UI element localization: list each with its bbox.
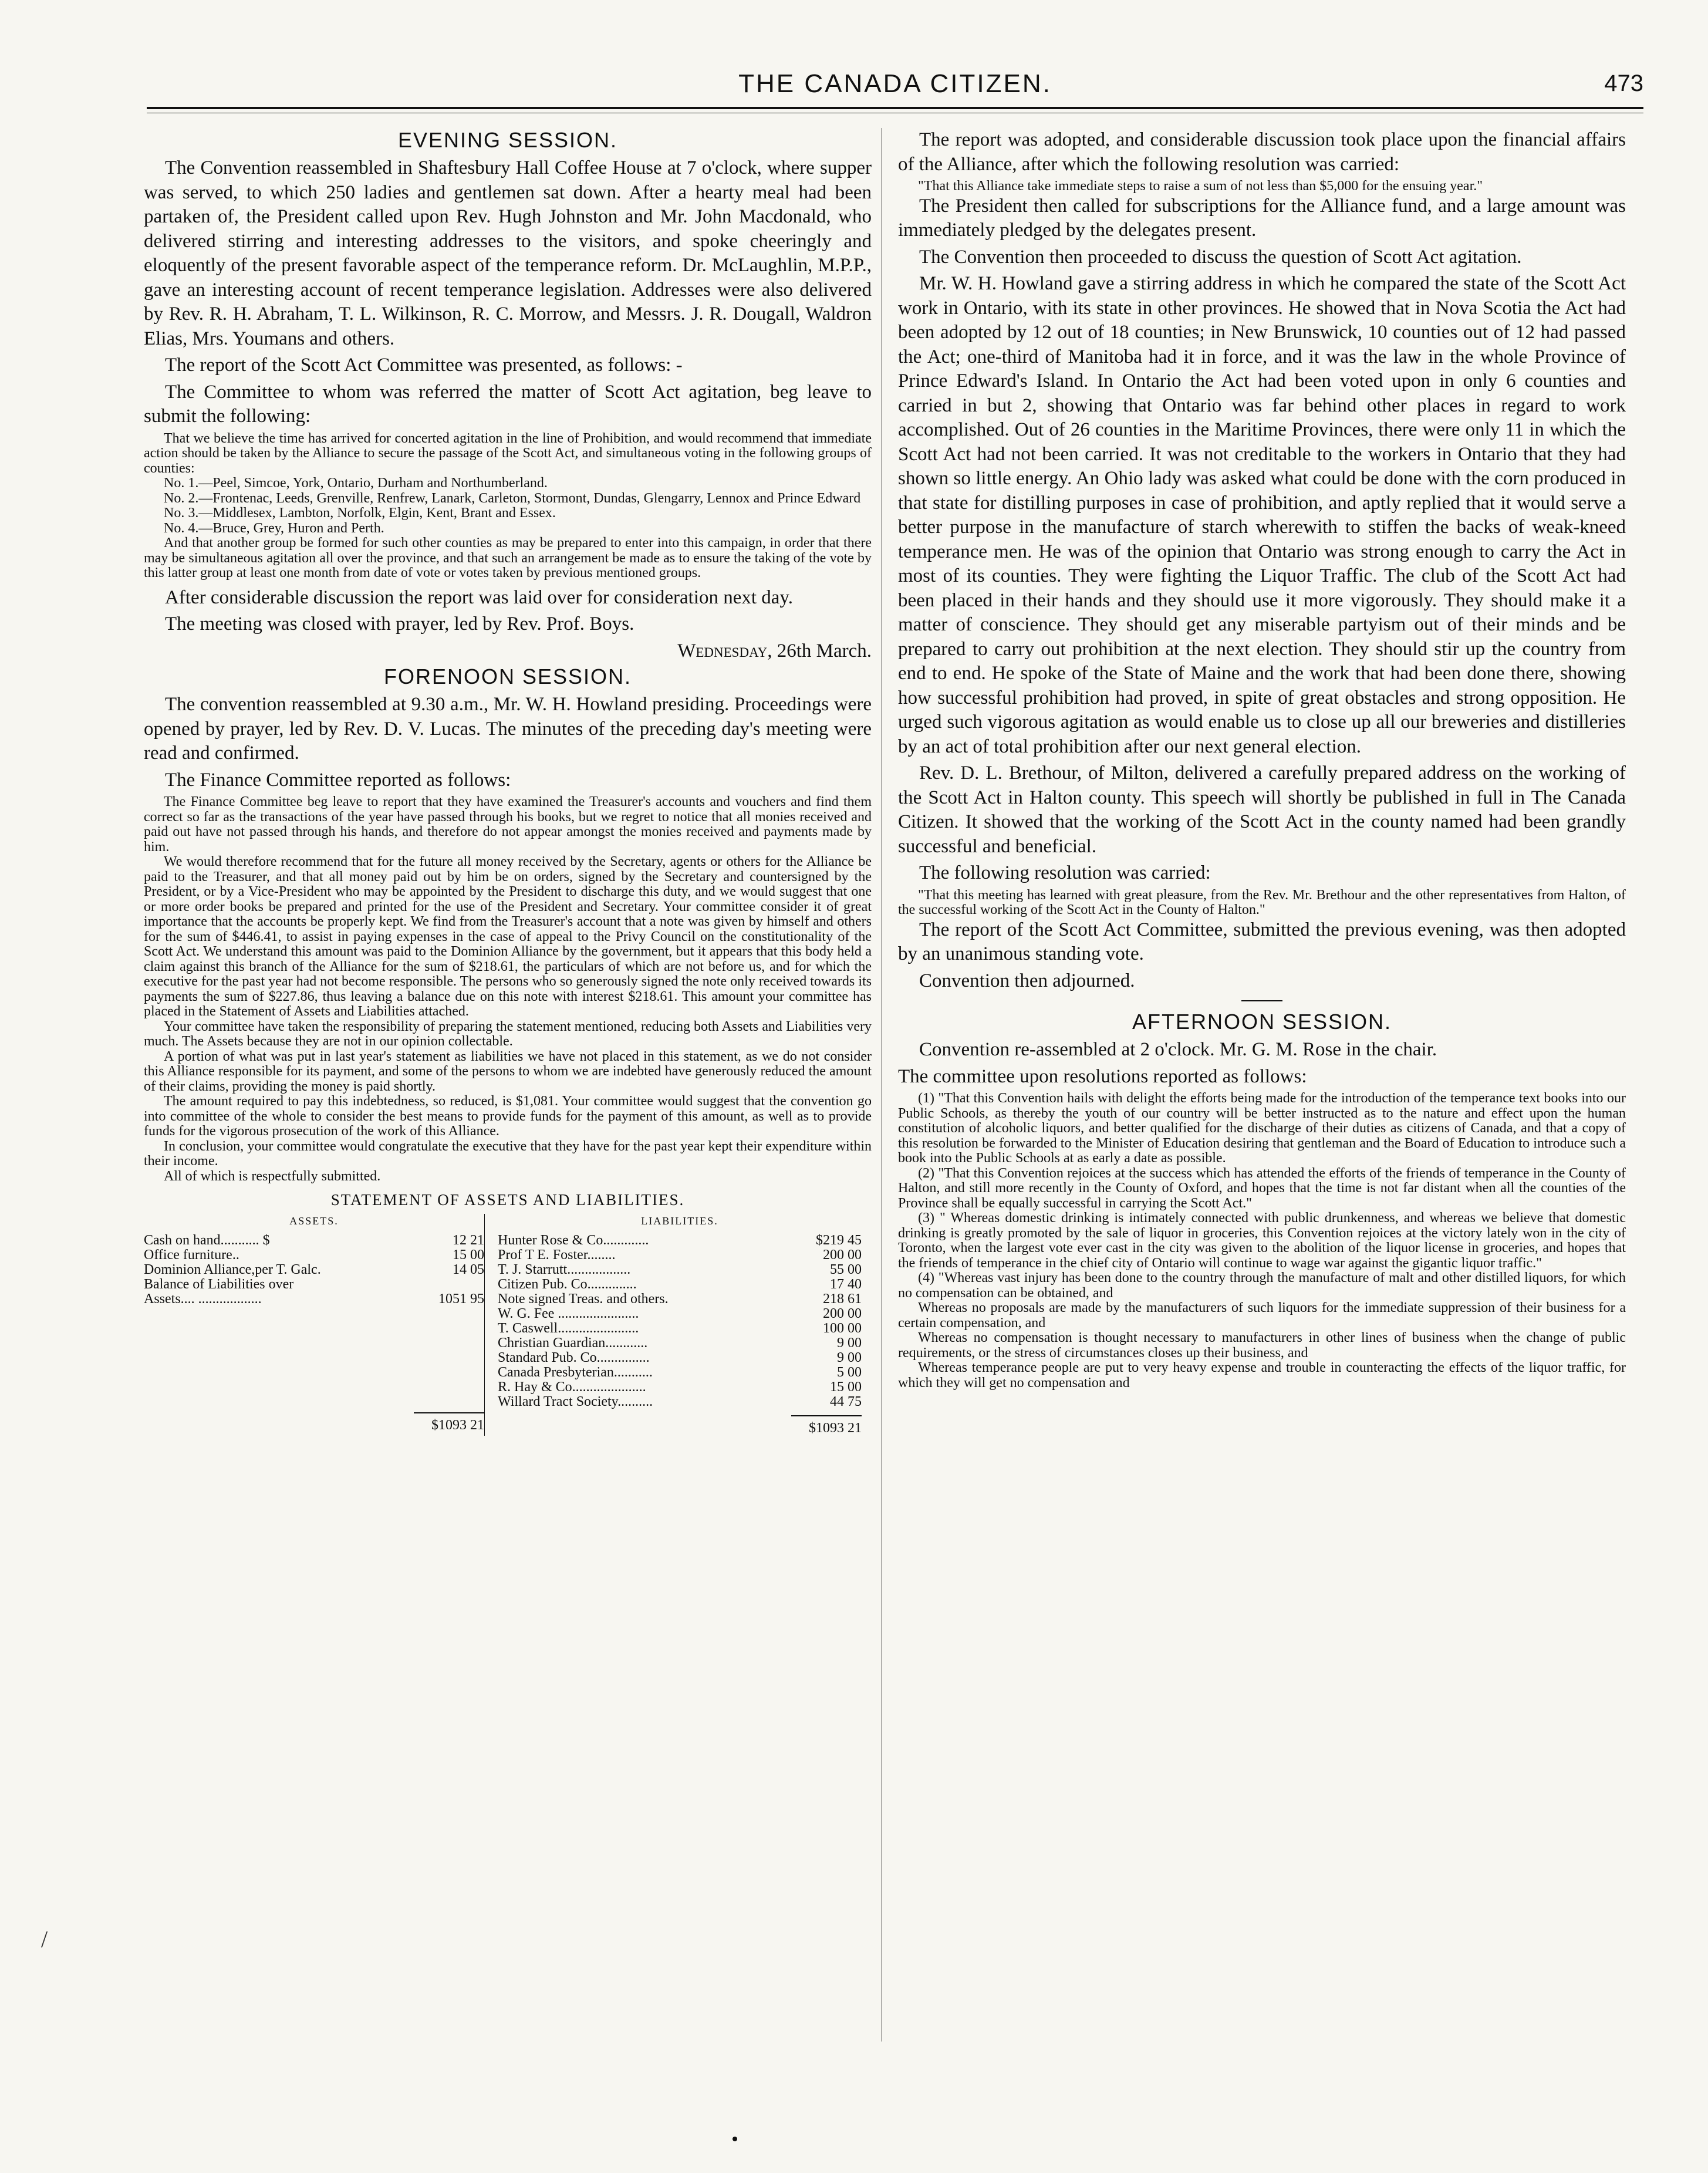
- statement-row-label: Citizen Pub. Co..............: [498, 1277, 637, 1292]
- page-dot: [733, 2137, 737, 2141]
- body-paragraph: The committee upon resolutions reported as follows:: [898, 1065, 1307, 1087]
- finance-report-paragraph: All of which is respectfully submitted.: [164, 1168, 381, 1184]
- evening-paragraph: The Committee to whom was referred the matter of Scott Act agitation, beg leave to submit the following:: [144, 381, 872, 427]
- statement-row-label: Standard Pub. Co...............: [498, 1351, 650, 1365]
- statement-row: [498, 1292, 862, 1307]
- statement-row: [144, 1248, 484, 1263]
- total-rule: [791, 1415, 862, 1416]
- margin-mark: /: [41, 1926, 48, 1952]
- page-number: 473: [1604, 70, 1643, 96]
- assets-liabilities-table: [144, 1214, 872, 1436]
- statement-row-amount: 12 21: [453, 1233, 484, 1248]
- assets-total: $1093 21: [431, 1418, 484, 1433]
- statement-row-amount: 14 05: [453, 1262, 484, 1277]
- statement-row-amount: 200 00: [823, 1306, 862, 1321]
- evening-session-heading: EVENING SESSION.: [397, 128, 618, 152]
- total-rule: [414, 1412, 484, 1413]
- evening-paragraph: The report of the Scott Act Committee was presented, as follows: -: [165, 355, 683, 376]
- statement-row: [144, 1277, 484, 1292]
- evening-paragraph: After considerable discussion the report was laid over for consideration next day.: [165, 586, 794, 608]
- finance-report-paragraph: Your committee have taken the responsibility of preparing the statement mentioned, reducing both Assets and Liabilities very much. The Assets because they are not in our opinion collectable.: [144, 1018, 872, 1049]
- resolution-4-whereas: Whereas no compensation is thought necessary to manufacturers in other lines of business when the change of public requirements, or the stress of circumstances closes up their business, and: [898, 1330, 1626, 1361]
- liabilities-total: $1093 21: [809, 1420, 862, 1436]
- statement-row-label: T. J. Starrutt..................: [498, 1263, 631, 1277]
- statement-row: [498, 1248, 862, 1263]
- statement-row: [498, 1365, 862, 1380]
- finance-report-paragraph: In conclusion, your committee would congratulate the executive that they have for the past year kept their expenditure within their income.: [144, 1138, 872, 1169]
- statement-row-amount: 100 00: [823, 1321, 862, 1336]
- statement-row-label: Willard Tract Society..........: [498, 1395, 653, 1409]
- statement-row-label: Canada Presbyterian...........: [498, 1365, 653, 1380]
- statement-row-label: Assets.... ..................: [144, 1292, 262, 1307]
- left-column: [144, 128, 872, 2042]
- resolution-4-whereas: Whereas no proposals are made by the manufacturers of such liquors for the immediate suppression of their business for a certain compensation, and: [898, 1300, 1626, 1331]
- statement-row: [144, 1263, 484, 1277]
- statement-row-label: Prof T E. Foster........: [498, 1248, 616, 1263]
- statement-row-label: Dominion Alliance,per T. Galc.: [144, 1263, 321, 1277]
- statement-row-amount: 200 00: [823, 1247, 862, 1263]
- afternoon-paragraph: The report was adopted, and considerable discussion took place upon the financial affairs of the Alliance, after which the following resolution was carried:: [898, 129, 1626, 175]
- statement-row-amount: 55 00: [830, 1262, 862, 1277]
- resolution-quote: "That this Alliance take immediate steps to raise a sum of not less than $5,000 for the ensuing year.": [918, 178, 1483, 194]
- resolution-4-whereas: Whereas temperance people are put to very heavy expense and trouble in counteracting the effects of the liquor traffic, for which they will get no compensation and: [898, 1360, 1626, 1391]
- statement-title: STATEMENT OF ASSETS AND LIABILITIES.: [330, 1191, 685, 1209]
- forenoon-session-heading: FORENOON SESSION.: [383, 664, 632, 689]
- assets-list: [144, 1233, 484, 1307]
- finance-report-paragraph: We would therefore recommend that for the future all money received by the Secretary, agents or others for the Alliance be paid to the Treasurer, and that all money paid out by him be on orders, signed by the Secretary and countersigned by the President, or by a Vice-President who may be appointed by the President to discharge this duty, and we would suggest that one or more order books be prepared and printed for the use of the President and Secretary. Your committee consider it of great importance that the accounts be properly kept. We find from the Treasurer's account that a note was given by himself and others for the sum of $446.41, to assist in paying expenses in the case of appeal to the Privy Council on the constitutionality of the Scott Act. We understand this amount was paid to the Dominion Alliance by the government, but it appears that this body held a claim against this branch of the Alliance for the sum of $218.61, the particulars of which are not before us, and for which the executive for the past year had not become responsible. The persons who so generously signed the note only received towards its payments the sum of $227.86, thus leaving a balance due on this note with interest $218.61. This amount your committee has placed in the Statement of Assets and Liabilities attached.: [144, 854, 872, 1019]
- statement-row-label: R. Hay & Co.....................: [498, 1380, 646, 1395]
- statement-row: [498, 1263, 862, 1277]
- statement-row: [498, 1233, 862, 1248]
- assets-heading: ASSETS.: [289, 1215, 339, 1227]
- county-group-2: No. 2.—Frontenac, Leeds, Grenville, Renfrew, Lanark, Carleton, Stormont, Dundas, Glengarry, Lennox and Prince Edward: [164, 490, 861, 506]
- statement-row-amount: 17 40: [830, 1277, 862, 1292]
- statement-row: [498, 1351, 862, 1365]
- statement-row-label: Balance of Liabilities over: [144, 1277, 294, 1292]
- statement-row-amount: 218 61: [823, 1291, 862, 1307]
- body-paragraph: Convention re-assembled at 2 o'clock. Mr. G. M. Rose in the chair.: [919, 1039, 1437, 1060]
- masthead-rule: [147, 107, 1643, 109]
- liabilities-side: [484, 1214, 862, 1436]
- statement-row: [498, 1380, 862, 1395]
- statement-row: [498, 1307, 862, 1321]
- body-paragraph: Convention then adjourned.: [919, 970, 1135, 991]
- statement-row-label: Office furniture..: [144, 1248, 239, 1263]
- newspaper-title: THE CANADA CITIZEN.: [738, 69, 1052, 98]
- resolution-1: (1) "That this Convention hails with delight the efforts being made for the introduction of the temperance text books into our Public Schools, as thereby the youth of our country will be better instructed as to the nature and effect upon the human constitution of alcoholic liquors, and better qualified for the discharge of their duties as citizens of Canada, and that a copy of this resolution be forwarded to the Minister of Education desiring that gentleman and the Board of Education to introduce such a book into the Public Schools at as early a date as possible.: [898, 1091, 1626, 1166]
- resolution-quote: "That this meeting has learned with great pleasure, from the Rev. Mr. Brethour and the other representatives from Halton, of the successful working of the Scott Act in the County of Halton.": [898, 887, 1626, 917]
- statement-row-amount: 15 00: [830, 1379, 862, 1395]
- resolution-2: (2) "That this Convention rejoices at the success which has attended the efforts of the friends of temperance in the County of Halton, and still more recently in the County of Oxford, and hopes that the time is not far distant when all the counties of the Province shall be equally successful in carrying the Scott Act.": [898, 1165, 1626, 1211]
- statement-row-amount: 9 00: [837, 1335, 862, 1351]
- howland-address-paragraph: Mr. W. H. Howland gave a stirring address in which he compared the state of the Scott Act work in Ontario, with its state in other provinces. He showed that in Nova Scotia the Act had been adopted by 12 out of 18 counties; in New Brunswick, 10 counties out of 12 had passed the Act; one-third of Manitoba had it in force, and it was the law in the whole Province of Prince Edward's Island. In Ontario the Act had been voted upon in only 6 counties and carried in but 2, showing that Ontario was far behind other places in regard to work accomplished. Out of 26 counties in the Maritime Provinces, there were only 11 in which the Scott Act had not been carried. It was not creditable to the workers in Ontario that they had shown so little energy. An Ohio lady was asked what could be done with the corn produced in that state for distilling purposes in case of prohibition, and aptly replied that it would serve a better purpose in the manufacture of starch wherewith to stiffen the backs of weak-kneed temperance men. He was of the opinion that Ontario was strong enough to carry the Act in most of its counties. They were fighting the Liquor Traffic. The club of the Scott Act had been placed in their hands and they should use it more vigorously. They should make it a matter of conscience. They should get any miserable partyism out of their minds and be prepared to carry out prohibition at the next election. They should stir up the country from end to end. He spoke of the State of Maine and the work that had been done there, showing how successful prohibition had proved, in spite of great obstacles and strong opposition. He urged such vigorous agitation as would enable us to close up all our breweries and distilleries by an act of total prohibition after our next general election.: [898, 273, 1626, 757]
- finance-report-paragraph: The Finance Committee beg leave to report that they have examined the Treasurer's accounts and vouchers and find them correct so far as the transactions of the year have passed through his books, but we regret to notice that all monies received and paid out have not passed through his hands, and therefore do not appear amongst the monies received and payments made by him.: [144, 794, 872, 855]
- masthead: [147, 69, 1643, 116]
- statement-row-label: Christian Guardian............: [498, 1336, 648, 1351]
- right-column: [898, 128, 1626, 2042]
- statement-row-amount: 5 00: [837, 1365, 862, 1380]
- forenoon-paragraph: The Finance Committee reported as follows:: [165, 769, 511, 791]
- dateline: [144, 639, 872, 664]
- body-paragraph: The Convention then proceeded to discuss the question of Scott Act agitation.: [919, 246, 1522, 268]
- statement-row-label: Cash on hand........... $: [144, 1233, 270, 1248]
- statement-row: [498, 1277, 862, 1292]
- dateline-day: Wednesday,: [677, 640, 772, 662]
- brethour-paragraph: Rev. D. L. Brethour, of Milton, delivered a carefully prepared address on the working of the Scott Act in Halton county. This speech will shortly be published in full in The Canada Citizen. It showed that the working of the Scott Act in the county named had been grandly successful and beneficial.: [898, 762, 1626, 857]
- statement-row-amount: 15 00: [453, 1247, 484, 1263]
- county-group-3: No. 3.—Middlesex, Lambton, Norfolk, Elgin, Kent, Brant and Essex.: [164, 505, 556, 521]
- statement-row: [498, 1321, 862, 1336]
- resolution-4: (4) "Whereas vast injury has been done to the country through the manufacture of malt and other distilled liquors, for which no compensation can be obtained, and: [898, 1270, 1626, 1301]
- statement-row-label: Hunter Rose & Co.............: [498, 1233, 649, 1248]
- body-paragraph: The report of the Scott Act Committee, submitted the previous evening, was then adopted by an unanimous standing vote.: [898, 919, 1626, 964]
- assets-side: [144, 1214, 484, 1436]
- liabilities-heading: LIABILITIES.: [641, 1215, 718, 1227]
- statement-row: [498, 1336, 862, 1351]
- statement-row-amount: 9 00: [837, 1350, 862, 1365]
- statement-row-amount: 44 75: [830, 1394, 862, 1409]
- statement-row-label: Note signed Treas. and others.: [498, 1292, 669, 1307]
- body-paragraph: The following resolution was carried:: [919, 862, 1211, 883]
- statement-row-amount: [480, 1277, 484, 1292]
- section-rule: [1241, 1000, 1282, 1001]
- body-paragraph: The President then called for subscriptions for the Alliance fund, and a large amount was immediately pledged by the delegates present.: [898, 195, 1626, 241]
- statement-row-label: T. Caswell.......................: [498, 1321, 639, 1336]
- afternoon-session-heading: AFTERNOON SESSION.: [1132, 1010, 1392, 1034]
- evening-paragraph: The Convention reassembled in Shaftesbury Hall Coffee House at 7 o'clock, where supper was served, to which 250 ladies and gentlemen sat down. After a hearty meal had been partaken of, the President called upon Rev. Hugh Johnston and Mr. John Macdonald, who delivered stirring and interesting addresses to the visitors, and spoke cheeringly and eloquently of the present favorable aspect of the temperance reform. Dr. McLaughlin, M.P.P., gave an interesting account of recent temperance legislation. Addresses were also delivered by Rev. R. H. Abraham, T. L. Wilkinson, R. C. Morrow, and Messrs. J. R. Dougall, Waldron Elias, Mrs. Youmans and others.: [144, 157, 872, 349]
- county-group-4: No. 4.—Bruce, Grey, Huron and Perth.: [164, 520, 384, 536]
- statement-row: [144, 1233, 484, 1248]
- scott-report-paragraph: And that another group be formed for such other counties as may be prepared to enter into this campaign, in order that there may be simultaneous agitation all over the province, and that such an arrangement be made as to ensure the taking of the vote by this latter group at least one month from date of vote or votes taken by previous mentioned groups.: [144, 535, 872, 581]
- statement-row-label: W. G. Fee .......................: [498, 1307, 639, 1321]
- forenoon-paragraph: The convention reassembled at 9.30 a.m., Mr. W. H. Howland presiding. Proceedings were opened by prayer, led by Rev. D. V. Lucas. The minutes of the preceding day's meeting were read and confirmed.: [144, 694, 872, 764]
- resolution-3: (3) " Whereas domestic drinking is intimately connected with public drunkenness, and whereas we believe that domestic drinking is greatly promoted by the sale of liquor in groceries, this Convention rejoices at the victory lately won in the city of Toronto, when the largest vote ever cast in the city was given to the abolition of the liquor license in groceries, and hopes that the friends of temperance in the chief city of Ontario will continue to wage war against the gigantic liquor traffic.": [898, 1210, 1626, 1271]
- county-group-1: No. 1.—Peel, Simcoe, York, Ontario, Durham and Northumberland.: [164, 475, 548, 491]
- statement-row: [144, 1292, 484, 1307]
- evening-paragraph: The meeting was closed with prayer, led by Rev. Prof. Boys.: [165, 613, 634, 635]
- liabilities-list: [498, 1233, 862, 1409]
- finance-report-paragraph: A portion of what was put in last year's statement as liabilities we have not placed in this statement, as we do not consider this Alliance responsible for its payment, and some of the persons to whom we are indebted have generously reduced the amount of their claims, providing the money is paid shortly.: [144, 1048, 872, 1094]
- statement-row-amount: 1051 95: [438, 1291, 484, 1307]
- statement-row: [498, 1395, 862, 1409]
- finance-report-paragraph: The amount required to pay this indebtedness, so reduced, is $1,081. Your committee would suggest that the convention go into committee of the whole to consider the best means to provide funds for the payment of this amount, as well as to provide funds for the vigorous prosecution of the work of this Alliance.: [144, 1094, 872, 1139]
- dateline-date: 26th March.: [772, 640, 872, 662]
- statement-row-amount: $219 45: [816, 1233, 862, 1248]
- scott-report-paragraph: That we believe the time has arrived for concerted agitation in the line of Prohibition, and would recommend that immediate action should be taken by the Alliance to secure the passage of the Scott Act, and simultaneous voting in the following groups of counties:: [144, 430, 872, 476]
